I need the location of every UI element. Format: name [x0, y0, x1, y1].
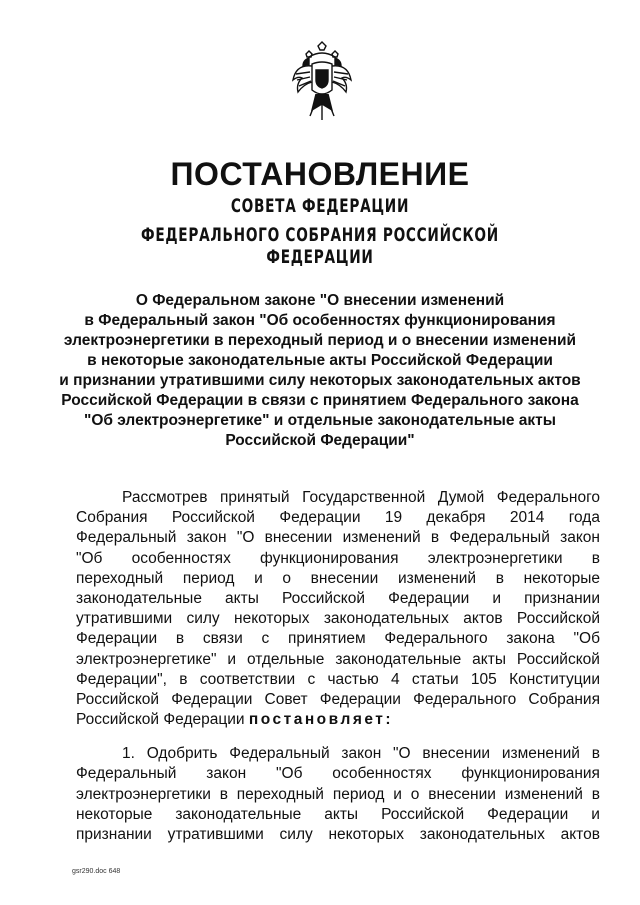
- word: Рассмотрев: [122, 489, 208, 506]
- word: Одобрить: [146, 745, 218, 763]
- word: в: [430, 529, 440, 547]
- word: утратившими: [76, 610, 173, 628]
- paragraph-2-line: [76, 785, 600, 805]
- word: силу: [279, 826, 313, 843]
- word: принятый: [220, 489, 290, 506]
- word: с: [261, 630, 270, 648]
- paragraph-1-line: [76, 650, 600, 670]
- paragraph-1-line: [76, 589, 600, 609]
- word: Думой: [437, 489, 485, 506]
- word: частью: [327, 670, 379, 688]
- word: Федеральный: [76, 765, 177, 783]
- word: Федерального: [496, 489, 600, 506]
- word: некоторых: [328, 826, 404, 843]
- word: 1.: [122, 745, 135, 763]
- word: "Об: [76, 549, 103, 567]
- word: Собрания: [528, 690, 600, 708]
- word: 2014: [509, 509, 545, 527]
- word: в: [219, 785, 228, 803]
- heading-line: и признании утратившими силу некоторых законодательных актов: [59, 372, 581, 389]
- word: 105: [470, 670, 497, 688]
- word: актов: [463, 610, 503, 628]
- word: Российской: [516, 650, 600, 668]
- word: закон: [560, 529, 600, 547]
- word: Российской: [281, 589, 366, 607]
- document-code: gsr290.doc 648: [72, 868, 121, 875]
- word: период: [332, 785, 385, 803]
- document-subtitle-council: СОВЕТА ФЕДЕРАЦИИ: [230, 195, 410, 217]
- word: изменений: [501, 745, 580, 763]
- resolves-word: постановляет:: [248, 711, 394, 729]
- word: закон: [341, 745, 382, 763]
- word: отдельные: [246, 650, 325, 668]
- word: Государственной: [302, 489, 426, 506]
- word: законодательные: [175, 805, 302, 823]
- word: Федерации: [171, 690, 253, 708]
- word: и: [227, 650, 237, 668]
- word: силу: [186, 610, 220, 628]
- word: Федерации: [319, 690, 401, 708]
- word: связи: [202, 630, 243, 648]
- word: Федерации: [279, 509, 361, 527]
- paragraph-1-line: [76, 528, 600, 548]
- word: о: [282, 569, 292, 587]
- word: Федерации",: [76, 670, 167, 688]
- word: функционирования: [461, 765, 600, 783]
- word: "Об: [276, 765, 303, 783]
- word: законодательных: [323, 610, 449, 628]
- word: электроэнергетике": [76, 650, 217, 668]
- word: и: [492, 589, 502, 607]
- word: в: [591, 785, 600, 803]
- resolution-heading: [40, 291, 600, 451]
- word: электроэнергетики: [76, 785, 211, 803]
- word: акты: [472, 650, 506, 668]
- word: внесении: [422, 745, 491, 763]
- word: актов: [560, 826, 600, 843]
- paragraph-1-line: [76, 609, 600, 629]
- paragraph-2-line: [76, 825, 600, 845]
- heading-line: О Федеральном законе "О внесении изменений: [135, 292, 505, 309]
- word: 19: [384, 509, 403, 527]
- word: в: [175, 630, 185, 648]
- paragraph-1-last-line: [76, 710, 600, 730]
- word: Федерального: [413, 690, 517, 708]
- paragraph-2-line: [76, 764, 600, 784]
- coat-of-arms-emblem-icon: [290, 40, 354, 124]
- heading-line: Российской Федерации": [225, 432, 415, 449]
- word: Российской: [76, 690, 160, 708]
- word: некоторые: [76, 805, 153, 823]
- word: статьи: [411, 670, 459, 688]
- paragraph-2-line: [76, 744, 600, 764]
- word: акты: [225, 589, 259, 607]
- word: в: [591, 745, 600, 763]
- paragraph-2-line: [76, 805, 600, 825]
- word: с: [307, 670, 316, 688]
- heading-line: "Об электроэнергетике" и отдельные законодательные акты: [83, 412, 557, 429]
- document-subtitle-assembly: ФЕДЕРАЛЬНОГО СОБРАНИЯ РОССИЙСКОЙ ФЕДЕРАЦИИ: [141, 224, 499, 268]
- word: электроэнергетики: [427, 549, 563, 567]
- word: Федеральный: [229, 745, 330, 763]
- word: Российской: [516, 610, 600, 628]
- word: "О: [393, 745, 411, 763]
- word: и: [254, 569, 263, 587]
- word: Федеральный: [76, 529, 177, 547]
- word: внесении: [310, 569, 379, 587]
- word: Федерации: [487, 805, 569, 823]
- word: законодательных: [419, 826, 545, 843]
- word: Федерального: [384, 630, 488, 648]
- word: акты: [324, 805, 359, 823]
- word: Совет: [264, 690, 308, 708]
- document-title: ПОСТАНОВЛЕНИЕ: [170, 156, 470, 192]
- word: Федерации: [388, 589, 470, 607]
- word: и: [393, 785, 402, 803]
- word: закона: [506, 630, 555, 648]
- paragraph-1-line: [76, 508, 600, 528]
- word: период: [182, 569, 235, 587]
- word: особенностях: [332, 765, 432, 783]
- word: изменений: [342, 529, 421, 547]
- paragraph-1-line: [76, 690, 600, 710]
- word: Собрания: [76, 509, 148, 527]
- word: особенностях: [131, 549, 231, 567]
- word: года: [568, 509, 600, 527]
- paragraph-1-line: [76, 488, 600, 508]
- word: изменений: [397, 569, 477, 587]
- word: соответствии: [199, 670, 296, 688]
- word: некоторых: [234, 610, 310, 628]
- paragraph-1-last-line-text: Российской Федерации: [76, 711, 249, 729]
- heading-line: в некоторые законодательные акты Российской Федерации: [87, 352, 553, 369]
- word: в: [495, 569, 504, 587]
- paragraph-1-line: [76, 549, 600, 569]
- word: функционирования: [259, 549, 399, 567]
- word: признании: [76, 826, 152, 843]
- paragraph-1-line: [76, 629, 600, 649]
- word: изменений: [504, 785, 583, 803]
- word: внесении: [264, 529, 333, 547]
- word: Российской: [381, 805, 465, 823]
- word: Федерации: [76, 630, 158, 648]
- word: принятием: [288, 630, 366, 648]
- word: "Об: [573, 630, 600, 648]
- paragraph-1-line: [76, 670, 600, 690]
- word: закон: [186, 529, 227, 547]
- word: законодательные: [335, 650, 462, 668]
- word: "О: [236, 529, 255, 547]
- word: Российской: [171, 509, 255, 527]
- word: декабря: [426, 509, 486, 527]
- heading-line: Российской Федерации в связи с принятием Федерального закона: [61, 392, 579, 409]
- word: 4: [390, 670, 400, 688]
- word: переходный: [236, 785, 324, 803]
- word: в: [179, 670, 188, 688]
- word: в: [591, 549, 600, 567]
- word: законодательные: [76, 589, 202, 607]
- paragraph-1-line: [76, 569, 600, 589]
- word: Конституции: [509, 670, 600, 688]
- heading-line: электроэнергетики в переходный период и о внесении изменений: [63, 332, 577, 349]
- word: внесении: [428, 785, 496, 803]
- word: некоторые: [523, 569, 600, 587]
- heading-line: в Федеральный закон "Об особенностях функционирования: [84, 312, 556, 329]
- word: утратившими: [167, 826, 264, 843]
- word: закон: [206, 765, 247, 783]
- word: переходный: [76, 569, 164, 587]
- word: о: [410, 785, 420, 803]
- word: признании: [524, 589, 600, 607]
- resolution-body: [76, 488, 600, 845]
- word: и: [591, 805, 600, 823]
- word: Федеральный: [449, 529, 550, 547]
